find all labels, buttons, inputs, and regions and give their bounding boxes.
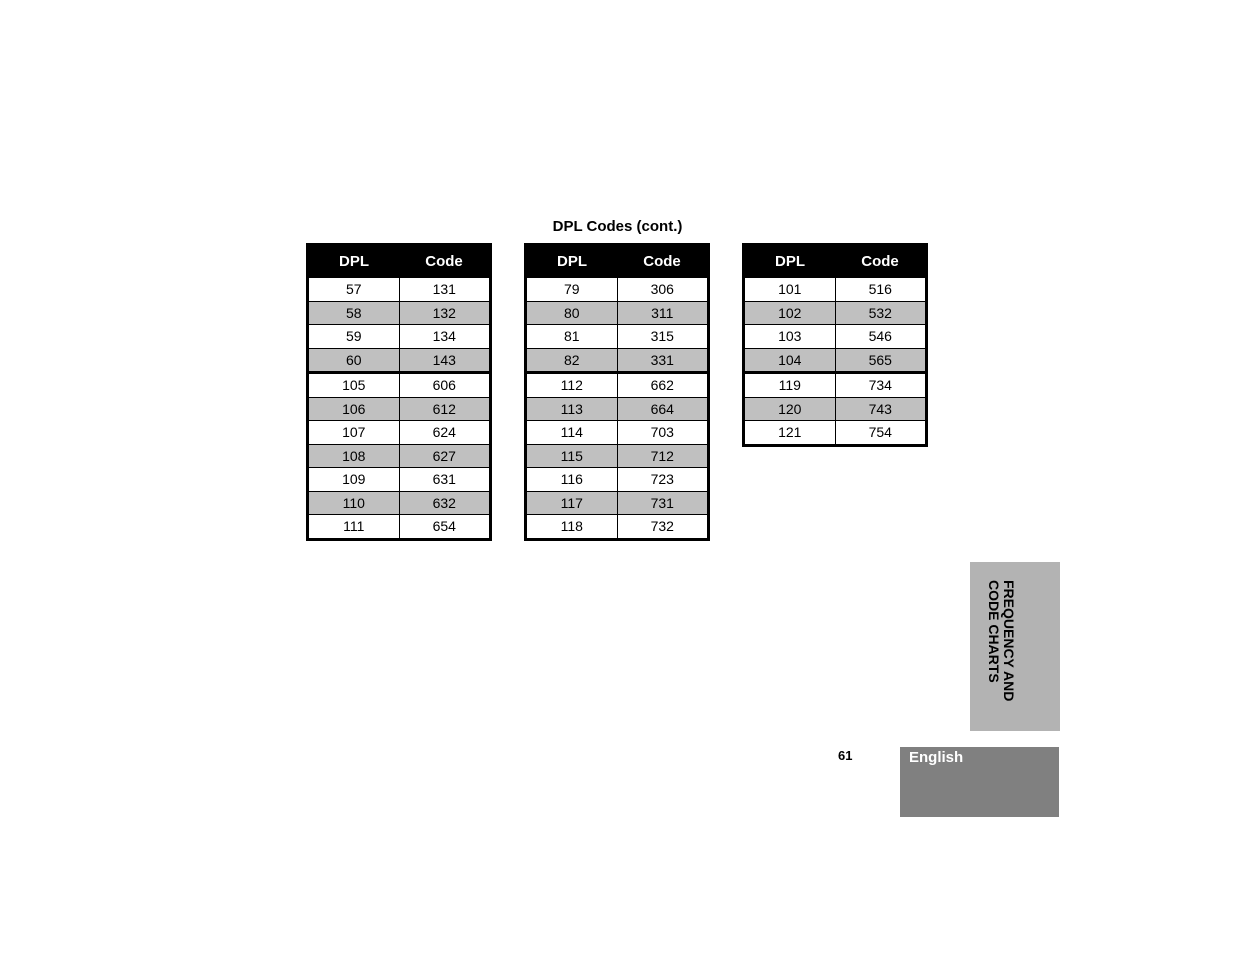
dpl-value-cell: 106 xyxy=(308,397,400,421)
table-row xyxy=(744,325,927,349)
code-value-cell: 734 xyxy=(835,373,927,398)
code-value-cell: 311 xyxy=(617,301,709,325)
table-row xyxy=(526,278,709,302)
table-row xyxy=(526,468,709,492)
column-header-code: Code xyxy=(835,245,927,278)
dpl-value-cell: 80 xyxy=(526,301,618,325)
dpl-value-cell: 82 xyxy=(526,348,618,373)
table-row xyxy=(308,325,491,349)
dpl-code-table xyxy=(306,243,492,541)
dpl-value-cell: 101 xyxy=(744,278,836,302)
code-value-cell: 143 xyxy=(399,348,491,373)
dpl-value-cell: 57 xyxy=(308,278,400,302)
table-row xyxy=(526,515,709,540)
code-value-cell: 664 xyxy=(617,397,709,421)
table-row xyxy=(744,421,927,446)
code-value-cell: 732 xyxy=(617,515,709,540)
dpl-value-cell: 81 xyxy=(526,325,618,349)
code-value-cell: 627 xyxy=(399,444,491,468)
column-header-dpl: DPL xyxy=(526,245,618,278)
table-header-row xyxy=(744,245,927,278)
code-value-cell: 516 xyxy=(835,278,927,302)
dpl-value-cell: 118 xyxy=(526,515,618,540)
code-value-cell: 654 xyxy=(399,515,491,540)
code-value-cell: 703 xyxy=(617,421,709,445)
dpl-value-cell: 120 xyxy=(744,397,836,421)
dpl-code-table xyxy=(742,243,928,447)
code-value-cell: 331 xyxy=(617,348,709,373)
code-value-cell: 131 xyxy=(399,278,491,302)
code-value-cell: 546 xyxy=(835,325,927,349)
column-header-code: Code xyxy=(617,245,709,278)
dpl-value-cell: 103 xyxy=(744,325,836,349)
column-header-code: Code xyxy=(399,245,491,278)
language-tab-label: English xyxy=(909,749,964,766)
table-header-row xyxy=(308,245,491,278)
dpl-value-cell: 111 xyxy=(308,515,400,540)
dpl-value-cell: 60 xyxy=(308,348,400,373)
table-row xyxy=(744,348,927,373)
code-value-cell: 306 xyxy=(617,278,709,302)
dpl-value-cell: 117 xyxy=(526,491,618,515)
table-row xyxy=(308,301,491,325)
table-row xyxy=(526,397,709,421)
table-row xyxy=(526,444,709,468)
dpl-value-cell: 79 xyxy=(526,278,618,302)
dpl-value-cell: 109 xyxy=(308,468,400,492)
dpl-value-cell: 114 xyxy=(526,421,618,445)
table-header-row xyxy=(526,245,709,278)
code-value-cell: 606 xyxy=(399,373,491,398)
table-row xyxy=(744,278,927,302)
dpl-value-cell: 121 xyxy=(744,421,836,446)
table-row xyxy=(308,373,491,398)
table-row xyxy=(308,421,491,445)
code-value-cell: 134 xyxy=(399,325,491,349)
code-value-cell: 743 xyxy=(835,397,927,421)
dpl-value-cell: 112 xyxy=(526,373,618,398)
dpl-value-cell: 110 xyxy=(308,491,400,515)
code-value-cell: 662 xyxy=(617,373,709,398)
dpl-value-cell: 102 xyxy=(744,301,836,325)
code-value-cell: 712 xyxy=(617,444,709,468)
code-value-cell: 565 xyxy=(835,348,927,373)
section-tab-label: FREQUENCY AND CODE CHARTS xyxy=(986,580,1017,702)
table-row xyxy=(526,491,709,515)
code-value-cell: 632 xyxy=(399,491,491,515)
dpl-value-cell: 116 xyxy=(526,468,618,492)
column-header-dpl: DPL xyxy=(744,245,836,278)
table-row xyxy=(744,373,927,398)
code-value-cell: 315 xyxy=(617,325,709,349)
code-value-cell: 723 xyxy=(617,468,709,492)
code-value-cell: 754 xyxy=(835,421,927,446)
dpl-value-cell: 108 xyxy=(308,444,400,468)
table-row xyxy=(308,491,491,515)
table-row xyxy=(308,515,491,540)
table-row xyxy=(308,397,491,421)
code-value-cell: 532 xyxy=(835,301,927,325)
table-row xyxy=(308,468,491,492)
table-row xyxy=(744,397,927,421)
dpl-value-cell: 59 xyxy=(308,325,400,349)
code-value-cell: 631 xyxy=(399,468,491,492)
page-number: 61 xyxy=(838,748,853,763)
table-row xyxy=(526,421,709,445)
dpl-value-cell: 104 xyxy=(744,348,836,373)
dpl-value-cell: 115 xyxy=(526,444,618,468)
table-row xyxy=(308,278,491,302)
dpl-value-cell: 107 xyxy=(308,421,400,445)
table-row xyxy=(308,444,491,468)
table-row xyxy=(526,373,709,398)
dpl-value-cell: 119 xyxy=(744,373,836,398)
page-title: DPL Codes (cont.) xyxy=(552,218,683,235)
dpl-code-table xyxy=(524,243,710,541)
language-tab xyxy=(900,747,1059,817)
dpl-value-cell: 113 xyxy=(526,397,618,421)
table-row xyxy=(526,301,709,325)
table-row xyxy=(526,325,709,349)
code-value-cell: 731 xyxy=(617,491,709,515)
dpl-value-cell: 58 xyxy=(308,301,400,325)
dpl-value-cell: 105 xyxy=(308,373,400,398)
code-value-cell: 612 xyxy=(399,397,491,421)
table-row xyxy=(744,301,927,325)
table-row xyxy=(308,348,491,373)
column-header-dpl: DPL xyxy=(308,245,400,278)
table-row xyxy=(526,348,709,373)
code-value-cell: 624 xyxy=(399,421,491,445)
code-value-cell: 132 xyxy=(399,301,491,325)
